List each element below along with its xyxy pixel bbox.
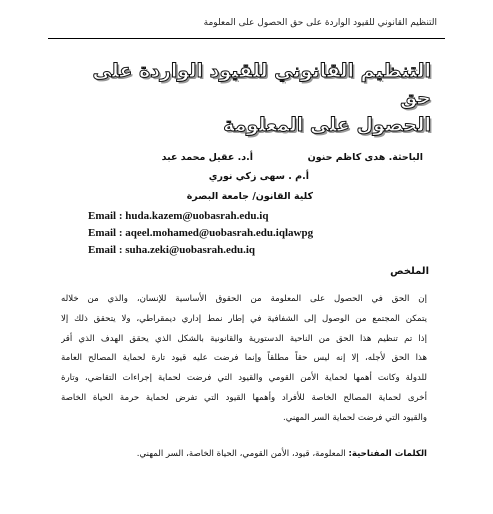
- header-divider: [48, 38, 445, 39]
- author-researcher: الباحثة. هدى كاظم حنون: [307, 152, 423, 163]
- keywords-label: الكلمات المفتاحية:: [348, 449, 427, 459]
- abstract-line: يتمكن المجتمع من الوصول إلى الشفافية في إطار نمط إداري ديمقراطي، ولا يتحقق ذلك إلا: [61, 313, 427, 324]
- paper-title-line-2: الحصول على المعلومة: [223, 114, 431, 136]
- keywords: [61, 449, 427, 459]
- paper-title-line-1: التنظيم القانوني للقيود الواردة على حق: [92, 60, 431, 109]
- abstract-line: أخرى لحماية المصالح الخاصة للأفراد وأهمها القيود التي تفرض لحماية حرمة الحياة الخاصة: [61, 392, 427, 403]
- author-professor: أ.د. عقيل محمد عبد: [161, 152, 253, 163]
- abstract-heading: الملخص: [390, 266, 429, 277]
- email-line: Email : suha.zeki@uobasrah.edu.iq: [88, 244, 256, 256]
- abstract-line: هذا الحق لأجله، إلا إنه ليس حقاً مطلقاً وإنما فرضت عليه قيود تارة لحماية المصالح العامة: [61, 353, 427, 364]
- keywords-value: المعلومة، قيود، الأمن القومي، الحياة الخاصة، السر المهني.: [136, 449, 349, 459]
- email-line: Email : huda.kazem@uobasrah.edu.iq: [88, 210, 269, 222]
- email-line: Email : aqeel.mohamed@uobasrah.edu.iqlawpg: [88, 227, 314, 239]
- running-header: التنظيم القانوني للقيود الواردة على حق الحصول على المعلومة: [203, 18, 437, 28]
- abstract-line: إن الحق في الحصول على المعلومة من الحقوق الأساسية للإنسان، والذي من خلاله: [61, 294, 427, 304]
- author-affiliation: كلية القانون/ جامعة البصرة: [186, 191, 313, 202]
- abstract-body: [61, 290, 427, 429]
- author-assistant-professor: أ.م . سهى زكي نوري: [208, 171, 309, 182]
- paper-title: [61, 58, 431, 139]
- abstract-line: للدولة وكانت أهمها لحماية الأمن القومي والقيود التي فرضت لحماية إجراءات التقاضي، وتارة: [61, 373, 427, 384]
- abstract-line: إذا تم تنظيم هذا الحق من الناحية الدستورية والقانونية بالشكل الذي يحقق الهدف الذي أقر: [61, 333, 427, 344]
- abstract-line: والقيود التي فرضت لحماية السر المهني.: [283, 412, 427, 423]
